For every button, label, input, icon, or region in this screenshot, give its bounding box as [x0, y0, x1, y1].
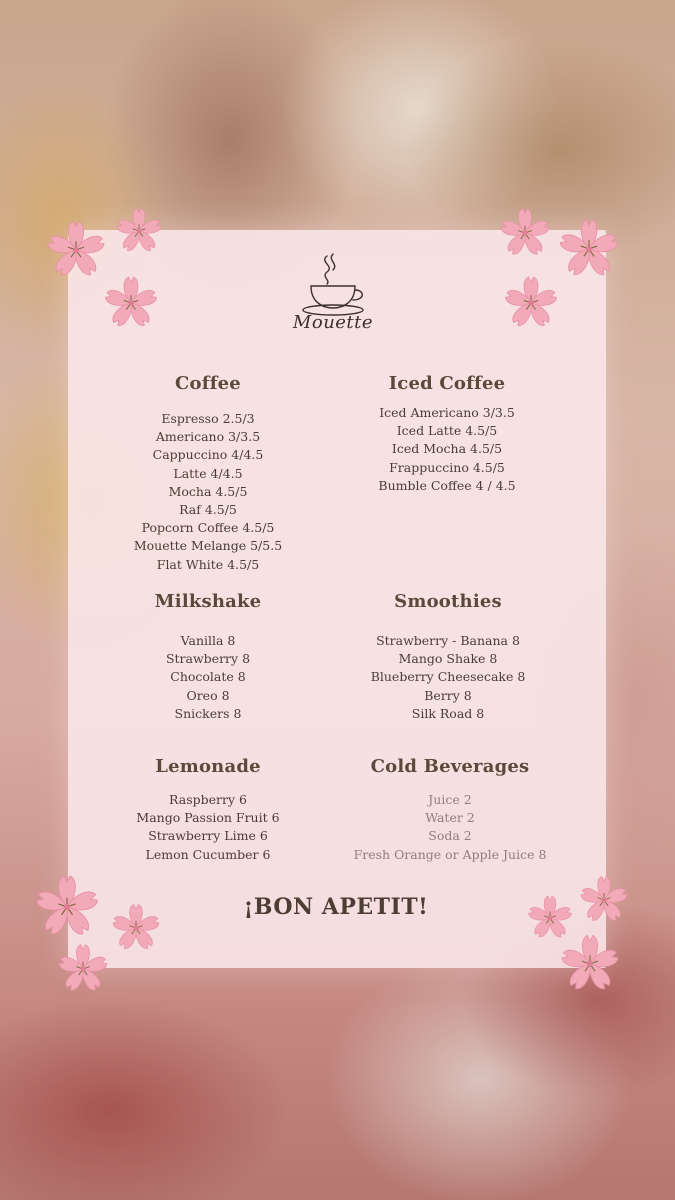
menu-item: Raf 4.5/5: [179, 502, 237, 518]
menu-item: Frappuccino 4.5/5: [389, 459, 505, 475]
menu-item: Chocolate 8: [170, 669, 246, 685]
cherry-blossom-icon: [30, 870, 104, 944]
cherry-blossom-icon: [100, 272, 162, 334]
menu-item: Bumble Coffee 4 / 4.5: [378, 477, 516, 493]
section-title-milkshake: Milkshake: [154, 591, 262, 612]
menu-item: Raspberry 6: [169, 792, 247, 807]
cherry-blossom-icon: [500, 272, 562, 334]
cherry-blossom-icon: [556, 930, 624, 998]
section-cold-beverages: [325, 756, 575, 864]
brand-name: Mouette: [292, 312, 374, 333]
cherry-blossom-icon: [554, 214, 624, 284]
section-title-smoothies: Smoothies: [394, 591, 502, 612]
menu-item: Iced Mocha 4.5/5: [391, 441, 503, 457]
section-title-lemonade: Lemonade: [155, 756, 261, 777]
menu-item: Soda 2: [428, 828, 472, 844]
menu-item: Vanilla 8: [180, 633, 236, 648]
section-lemonade: [83, 756, 333, 864]
section-title-cold-beverages: Cold Beverages: [370, 756, 530, 777]
menu-item: Americano 3/3.5: [155, 429, 261, 445]
section-title-coffee: Coffee: [175, 373, 241, 394]
menu-item: Mocha 4.5/5: [168, 483, 248, 499]
menu-item: Mango Shake 8: [398, 651, 498, 667]
menu-item: Mouette Melange 5/5.5: [133, 538, 283, 554]
menu-item: Strawberry Lime 6: [148, 828, 268, 844]
menu-item: Espresso 2.5/3: [161, 411, 255, 426]
menu-item: Strawberry 8: [165, 651, 251, 667]
menu-item: Blueberry Cheesecake 8: [370, 669, 526, 685]
coffee-cup-icon: [283, 250, 383, 350]
section-coffee: [83, 373, 333, 574]
menu-item: Iced Latte 4.5/5: [396, 423, 498, 439]
menu-item: Oreo 8: [186, 687, 230, 703]
menu-item: Fresh Orange or Apple Juice 8: [353, 846, 547, 862]
menu-item: Strawberry - Banana 8: [376, 633, 520, 648]
section-milkshake: [83, 591, 333, 723]
menu-item: Juice 2: [428, 792, 472, 807]
menu-item: Silk Road 8: [411, 705, 485, 721]
section-title-iced-coffee: Iced Coffee: [388, 373, 506, 394]
menu-item: Flat White 4.5/5: [156, 556, 260, 572]
menu-item: Mango Passion Fruit 6: [136, 810, 280, 826]
menu-item: Latte 4/4.5: [173, 465, 243, 481]
menu-item: Snickers 8: [174, 705, 242, 721]
menu-item: Cappuccino 4/4.5: [152, 447, 264, 463]
menu-item: Iced Americano 3/3.5: [379, 405, 515, 420]
cherry-blossom-icon: [112, 204, 166, 258]
menu-item: Berry 8: [424, 687, 472, 703]
menu-item: Water 2: [425, 810, 475, 826]
section-iced-coffee: [322, 373, 572, 495]
cherry-blossom-icon: [54, 940, 112, 998]
section-smoothies: [323, 591, 573, 723]
footer-slogan: ¡BON APETIT!: [243, 894, 429, 920]
cherry-blossom-icon: [576, 872, 632, 928]
menu-item: Lemon Cucumber 6: [145, 846, 271, 862]
cherry-blossom-icon: [108, 900, 164, 956]
menu-item: Popcorn Coffee 4.5/5: [141, 520, 275, 536]
cherry-blossom-icon: [496, 204, 554, 262]
